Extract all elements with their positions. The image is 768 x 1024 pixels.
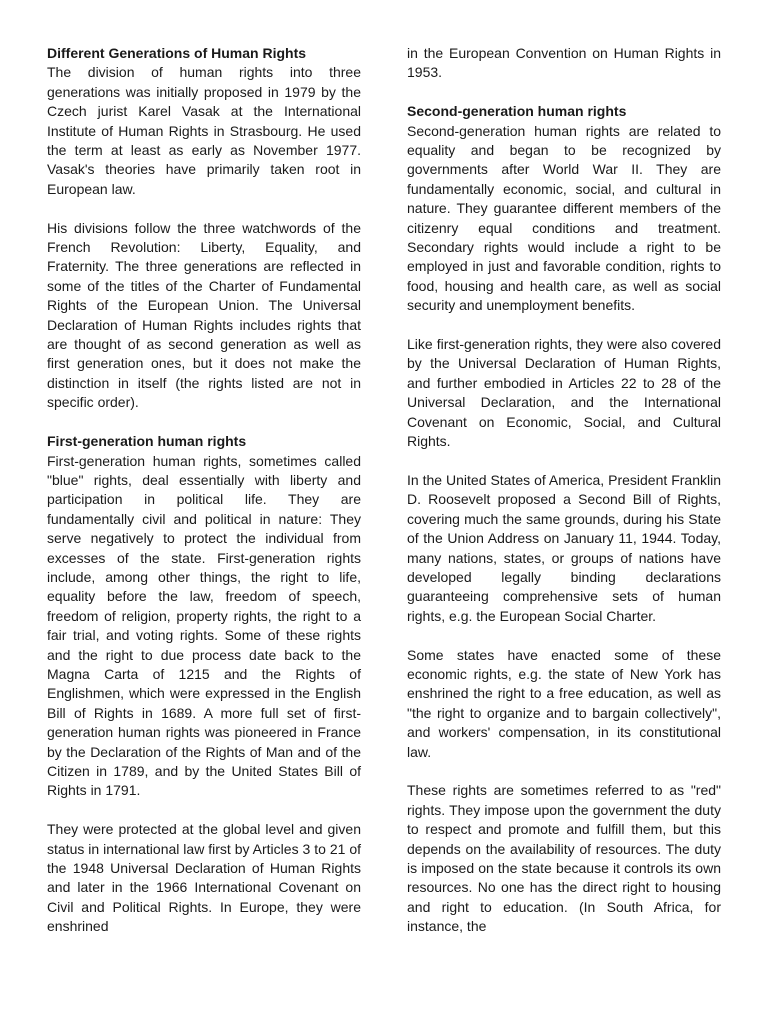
right-column <box>407 44 721 937</box>
paragraph: In the United States of America, President Franklin D. Roosevelt proposed a Second Bill of Rights, covering much the same grounds, during his State of the Union Address on January 11, 1944. Today, many nations, states, or groups of nations have developed legally binding declarations guaranteeing comprehensive sets of human rights, e.g. the European Social Charter. <box>407 471 721 624</box>
section-heading-first-generation: First-generation human rights <box>47 433 247 450</box>
paragraph: First-generation human rights, sometimes called "blue" rights, deal essentially with liberty and participation in political life. They are fundamentally civil and political in nature: They serve negatively to protect the individual from excesses of the state. First-generation rights include, among other things, the right to life, equality before the law, freedom of speech, freedom of religion, property rights, the right to a fair trial, and voting rights. Some of these rights and the right to due process date back to the Magna Carta of 1215 and the Rights of Englishmen, which were expressed in the English Bill of Rights in 1689. A more full set of first-generation human rights was pioneered in France by the Declaration of the Rights of Man and of the Citizen in 1789, and by the United States Bill of Rights in 1791. <box>47 452 361 799</box>
paragraph: These rights are sometimes referred to as "red" rights. They impose upon the government the duty to respect and promote and fulfill them, but this depends on the availability of resources. The duty is imposed on the state because it controls its own resources. No one has the direct right to housing and right to education. (In South Africa, for instance, the <box>407 782 721 935</box>
paragraph: His divisions follow the three watchwords of the French Revolution: Liberty, Equality, and Fraternity. The three generations are reflected in some of the titles of the Charter of Fundamental Rights of the European Union. The Universal Declaration of Human Rights includes rights that are thought of as second generation as well as first generation ones, but it does not make the distinction in itself (the rights listed are not in specific order). <box>47 219 361 411</box>
paragraph: Some states have enacted some of these economic rights, e.g. the state of New York has enshrined the right to a free education, as well as "the right to organize and to bargain collectively", and workers' compensation, in its constitutional law. <box>407 646 721 760</box>
section-heading-generations: Different Generations of Human Rights <box>47 45 307 61</box>
left-column <box>47 44 361 937</box>
section-heading-second-generation: Second-generation human rights <box>407 103 627 120</box>
paragraph: They were protected at the global level and given status in international law first by Articles 3 to 21 of the 1948 Universal Declaration of Human Rights and later in the 1966 International Covenant on Civil and Political Rights. In Europe, they were enshrined <box>47 821 361 935</box>
paragraph: Second-generation human rights are related to equality and began to be recognized by governments after World War II. They are fundamentally economic, social, and cultural in nature. They guarantee different members of the citizenry equal conditions and treatment. Secondary rights would include a right to be employed in just and favorable condition, rights to food, housing and health care, as well as social security and unemployment benefits. <box>407 122 721 314</box>
paragraph: Like first-generation rights, they were also covered by the Universal Declaration of Human Rights, and further embodied in Articles 22 to 28 of the Universal Declaration, and the International Covenant on Economic, Social, and Cultural Rights. <box>407 336 721 450</box>
paragraph-continuation: in the European Convention on Human Rights in 1953. <box>407 45 721 81</box>
paragraph: The division of human rights into three generations was initially proposed in 1979 by the Czech jurist Karel Vasak at the International Institute of Human Rights in Strasbourg. He used the term at least as early as November 1977. Vasak's theories have primarily taken root in European law. <box>47 64 361 197</box>
